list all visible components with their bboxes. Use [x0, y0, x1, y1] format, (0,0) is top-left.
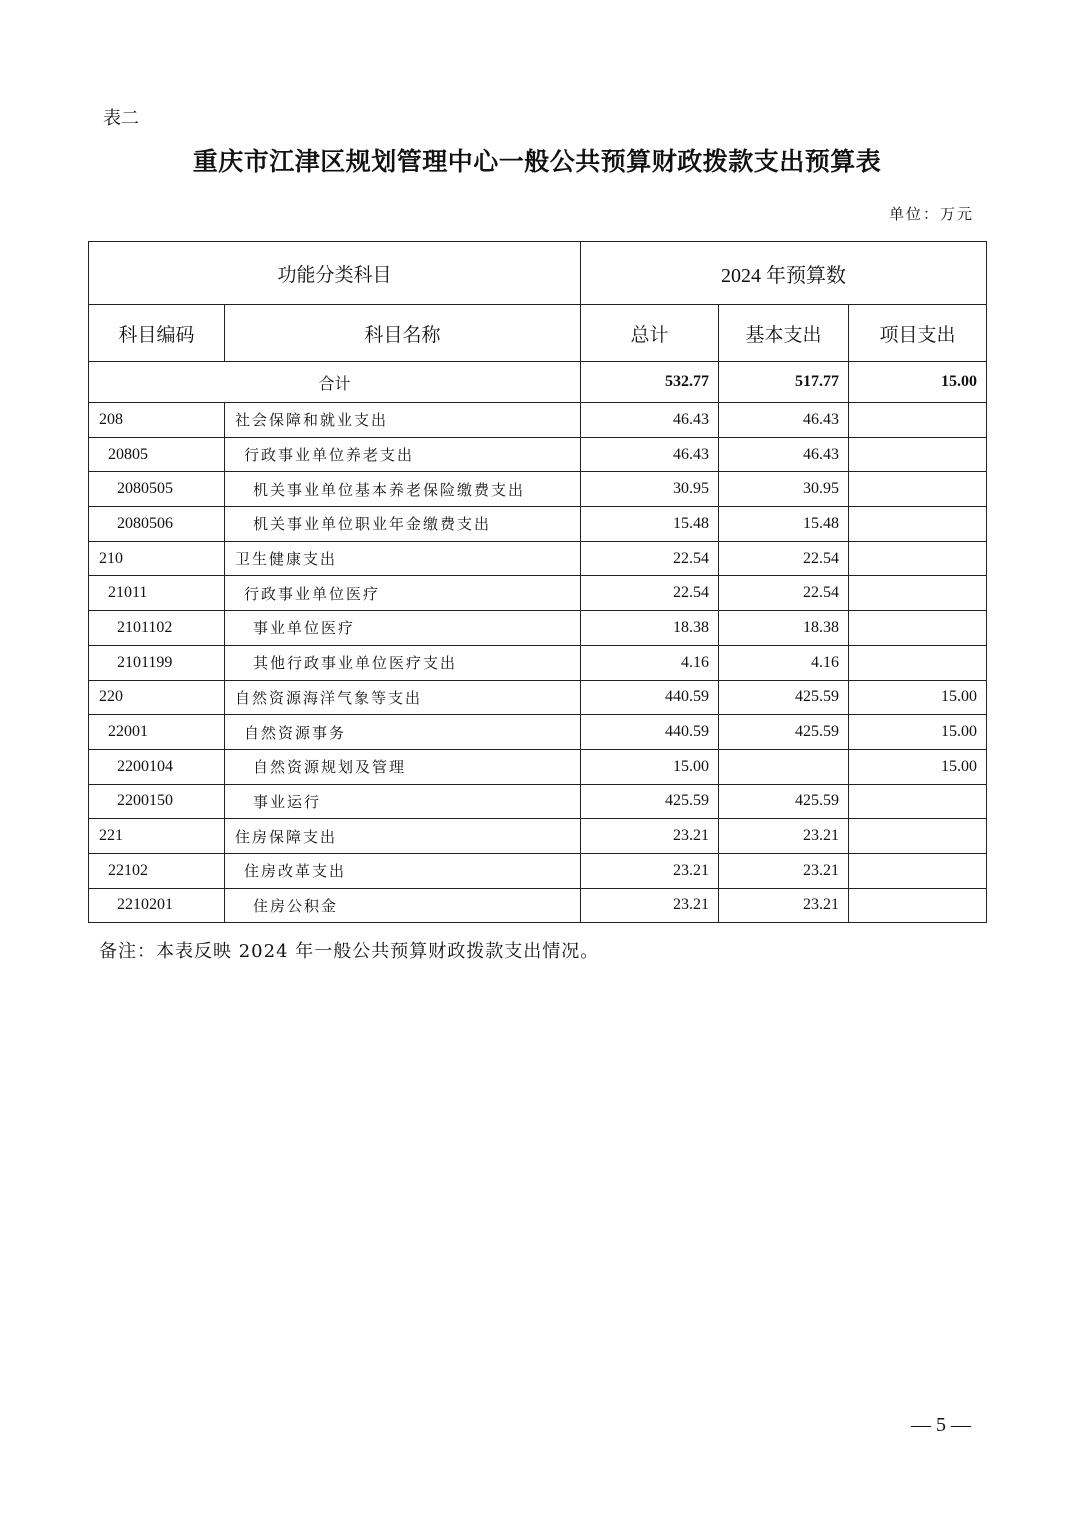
table-row	[89, 749, 987, 784]
row-name: 住房改革支出	[225, 853, 581, 888]
group-header-budget-year: 2024 年预算数	[581, 242, 987, 305]
row-name: 住房公积金	[225, 888, 581, 923]
row-project: 15.00	[849, 715, 987, 750]
row-name: 卫生健康支出	[225, 541, 581, 576]
row-total: 46.43	[581, 437, 719, 472]
row-project	[849, 472, 987, 507]
row-total: 440.59	[581, 680, 719, 715]
total-basic: 517.77	[719, 362, 849, 403]
total-project: 15.00	[849, 362, 987, 403]
row-basic: 46.43	[719, 437, 849, 472]
row-name: 行政事业单位医疗	[225, 576, 581, 611]
row-project	[849, 853, 987, 888]
row-code: 2101199	[89, 645, 225, 680]
table-row	[89, 541, 987, 576]
group-header-function-classification: 功能分类科目	[89, 242, 581, 305]
page-number: — 5 —	[911, 1414, 971, 1436]
table-row	[89, 576, 987, 611]
row-project	[849, 437, 987, 472]
row-name: 机关事业单位职业年金缴费支出	[225, 507, 581, 542]
row-name: 行政事业单位养老支出	[225, 437, 581, 472]
row-basic: 23.21	[719, 819, 849, 854]
column-header-code: 科目编码	[89, 305, 225, 362]
row-total: 22.54	[581, 541, 719, 576]
row-code: 2101102	[89, 611, 225, 646]
table-body	[89, 242, 987, 923]
column-header-basic: 基本支出	[719, 305, 849, 362]
row-project: 15.00	[849, 749, 987, 784]
table-row	[89, 611, 987, 646]
total-row	[89, 362, 987, 403]
row-total: 4.16	[581, 645, 719, 680]
column-header-row	[89, 305, 987, 362]
total-sum: 532.77	[581, 362, 719, 403]
row-basic: 15.48	[719, 507, 849, 542]
column-header-project: 项目支出	[849, 305, 987, 362]
row-name: 机关事业单位基本养老保险缴费支出	[225, 472, 581, 507]
row-project	[849, 784, 987, 819]
row-name: 自然资源规划及管理	[225, 749, 581, 784]
row-name: 事业运行	[225, 784, 581, 819]
row-project	[849, 507, 987, 542]
table-row	[89, 888, 987, 923]
row-basic: 46.43	[719, 403, 849, 438]
row-name: 事业单位医疗	[225, 611, 581, 646]
row-total: 23.21	[581, 888, 719, 923]
row-total: 46.43	[581, 403, 719, 438]
row-name: 其他行政事业单位医疗支出	[225, 645, 581, 680]
table-label: 表二	[103, 108, 139, 129]
column-header-total: 总计	[581, 305, 719, 362]
row-project: 15.00	[849, 680, 987, 715]
table-row	[89, 715, 987, 750]
page-title: 重庆市江津区规划管理中心一般公共预算财政拨款支出预算表	[192, 147, 882, 176]
table-row	[89, 403, 987, 438]
row-basic	[719, 749, 849, 784]
row-code: 22102	[89, 853, 225, 888]
group-header-row	[89, 242, 987, 305]
row-code: 2080505	[89, 472, 225, 507]
row-name: 自然资源海洋气象等支出	[225, 680, 581, 715]
table-row	[89, 507, 987, 542]
row-code: 2200104	[89, 749, 225, 784]
row-total: 15.00	[581, 749, 719, 784]
table-row	[89, 680, 987, 715]
row-name: 自然资源事务	[225, 715, 581, 750]
row-project	[849, 576, 987, 611]
row-basic: 22.54	[719, 541, 849, 576]
table-row	[89, 784, 987, 819]
row-total: 15.48	[581, 507, 719, 542]
row-code: 210	[89, 541, 225, 576]
row-total: 425.59	[581, 784, 719, 819]
row-basic: 4.16	[719, 645, 849, 680]
row-code: 208	[89, 403, 225, 438]
row-total: 23.21	[581, 853, 719, 888]
row-basic: 23.21	[719, 853, 849, 888]
column-header-name: 科目名称	[225, 305, 581, 362]
row-code: 20805	[89, 437, 225, 472]
row-project	[849, 645, 987, 680]
row-total: 30.95	[581, 472, 719, 507]
table-row	[89, 472, 987, 507]
row-basic: 425.59	[719, 784, 849, 819]
row-basic: 22.54	[719, 576, 849, 611]
footnote: 备注：本表反映 2024 年一般公共预算财政拨款支出情况。	[99, 941, 600, 962]
row-project	[849, 403, 987, 438]
row-name: 住房保障支出	[225, 819, 581, 854]
row-total: 22.54	[581, 576, 719, 611]
total-label: 合计	[89, 362, 581, 403]
row-project	[849, 611, 987, 646]
row-code: 2210201	[89, 888, 225, 923]
row-code: 221	[89, 819, 225, 854]
row-code: 21011	[89, 576, 225, 611]
row-total: 440.59	[581, 715, 719, 750]
row-total: 23.21	[581, 819, 719, 854]
row-basic: 18.38	[719, 611, 849, 646]
row-code: 220	[89, 680, 225, 715]
row-project	[849, 541, 987, 576]
budget-table	[88, 241, 987, 923]
table-row	[89, 853, 987, 888]
row-total: 18.38	[581, 611, 719, 646]
row-code: 2080506	[89, 507, 225, 542]
row-project	[849, 819, 987, 854]
row-code: 22001	[89, 715, 225, 750]
row-basic: 425.59	[719, 680, 849, 715]
row-project	[849, 888, 987, 923]
row-basic: 23.21	[719, 888, 849, 923]
row-basic: 425.59	[719, 715, 849, 750]
row-basic: 30.95	[719, 472, 849, 507]
unit-label: 单位：万元	[888, 205, 974, 223]
table-row	[89, 819, 987, 854]
row-code: 2200150	[89, 784, 225, 819]
table-row	[89, 645, 987, 680]
table-row	[89, 437, 987, 472]
row-name: 社会保障和就业支出	[225, 403, 581, 438]
